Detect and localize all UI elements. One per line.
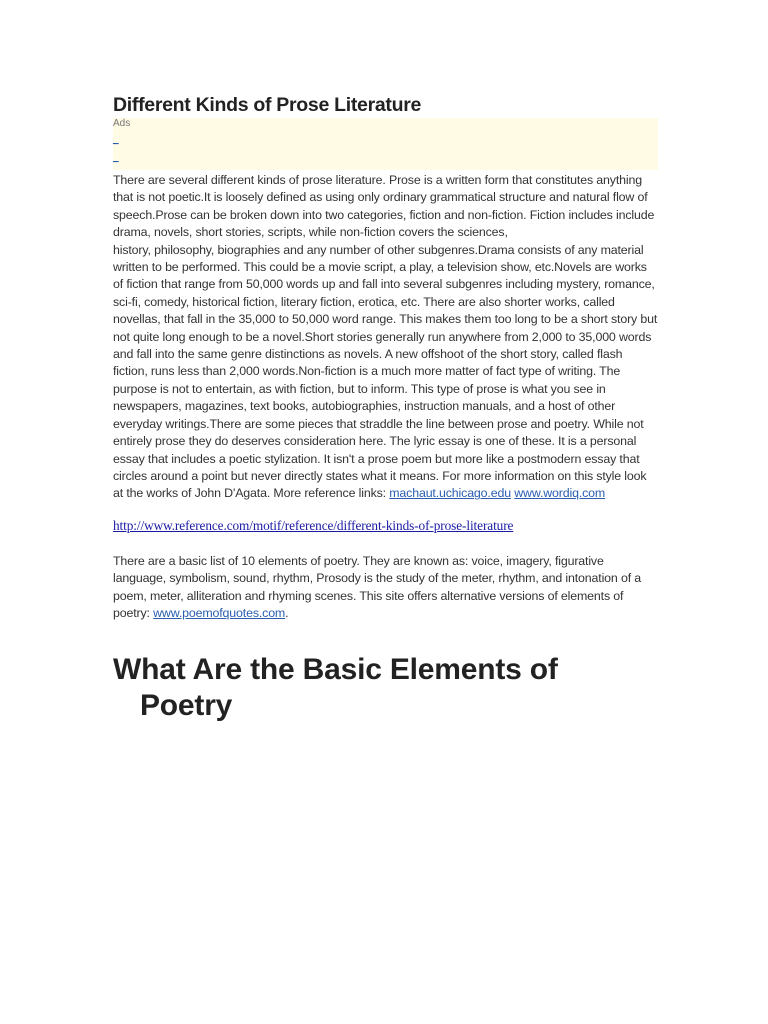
page-title: Different Kinds of Prose Literature [113,94,422,116]
section-heading [113,652,658,724]
machaut-link[interactable]: machaut.uchicago.edu [389,486,511,501]
elements-tail: . [285,605,289,620]
intro-text-b: history, philosophy, biographies and any number of other subgenres.Drama consists of any material written to be performed. This could be a movie script, a play, a television show, etc.Novels are works of fiction that range from 50,000 words up and fall into several subgenres including mystery, romance, sci-fi, comedy, historical fiction, literary fiction, erotica, etc. There are also shorter works, called novellas, that fall in the 35,000 to 50,000 word range. This makes them too long to be a short story but not quite long enough to be a novel.Short stories generally run anywhere from 2,000 to 35,000 words and fall into the same genre distinctions as novels. A new offshoot of the short story, called flash fiction, runs less than 2,000 words.Non-fiction is a much more matter of fact type of writing. The purpose is not to entertain, as with fiction, but to inform. This type of prose is what you see in newspapers, magazines, text books, autobiographies, instruction manuals, and a host of other everyday writings.There are some pieces that straddle the line between prose and poetry. While not entirely prose they do deserves consideration here. The lyric essay is one of these. It is a personal essay that includes a poetic stylization. It isn't a prose poem but more like a postmodern essay that circles around a point but never directly states what it means. For more information on this style look at the works of John D'Agata. More reference links: [113,242,658,501]
wordiq-link[interactable]: www.wordiq.com [514,486,606,501]
ads-block [113,118,658,170]
article [113,93,658,724]
ads-label: Ads [113,118,131,129]
intro-paragraph [113,172,658,503]
intro-text-a: There are several different kinds of prose literature. Prose is a written form that constitutes anything that is not poetic.It is loosely defined as using only ordinary grammatical structure and natural flow of speech.Prose can be broken down into two categories, fiction and non-fiction. Fiction includes include drama, novels, short stories, scripts, while non-fiction covers the sciences, [113,173,655,240]
section-heading-line2: Poetry [140,689,233,723]
elements-text: There are a basic list of 10 elements of poetry. They are known as: voice, imagery, figurative language, symbolism, sound, rhythm, Prosody is the study of the meter, rhythm, and intonation of a poem, meter, alliteration and rhyming scenes. This site offers alternative versions of elements of poetry: [113,553,642,620]
section-heading-line1: What Are the Basic Elements of [113,653,558,687]
elements-paragraph [113,553,658,623]
poemofquotes-link[interactable]: www.poemofquotes.com [153,605,286,620]
ad-link-2[interactable]: _ [113,152,119,163]
reference-url-link[interactable]: http://www.reference.com/motif/reference/different-kinds-of-prose-literature [113,517,514,533]
ad-link-1[interactable]: _ [113,134,119,145]
